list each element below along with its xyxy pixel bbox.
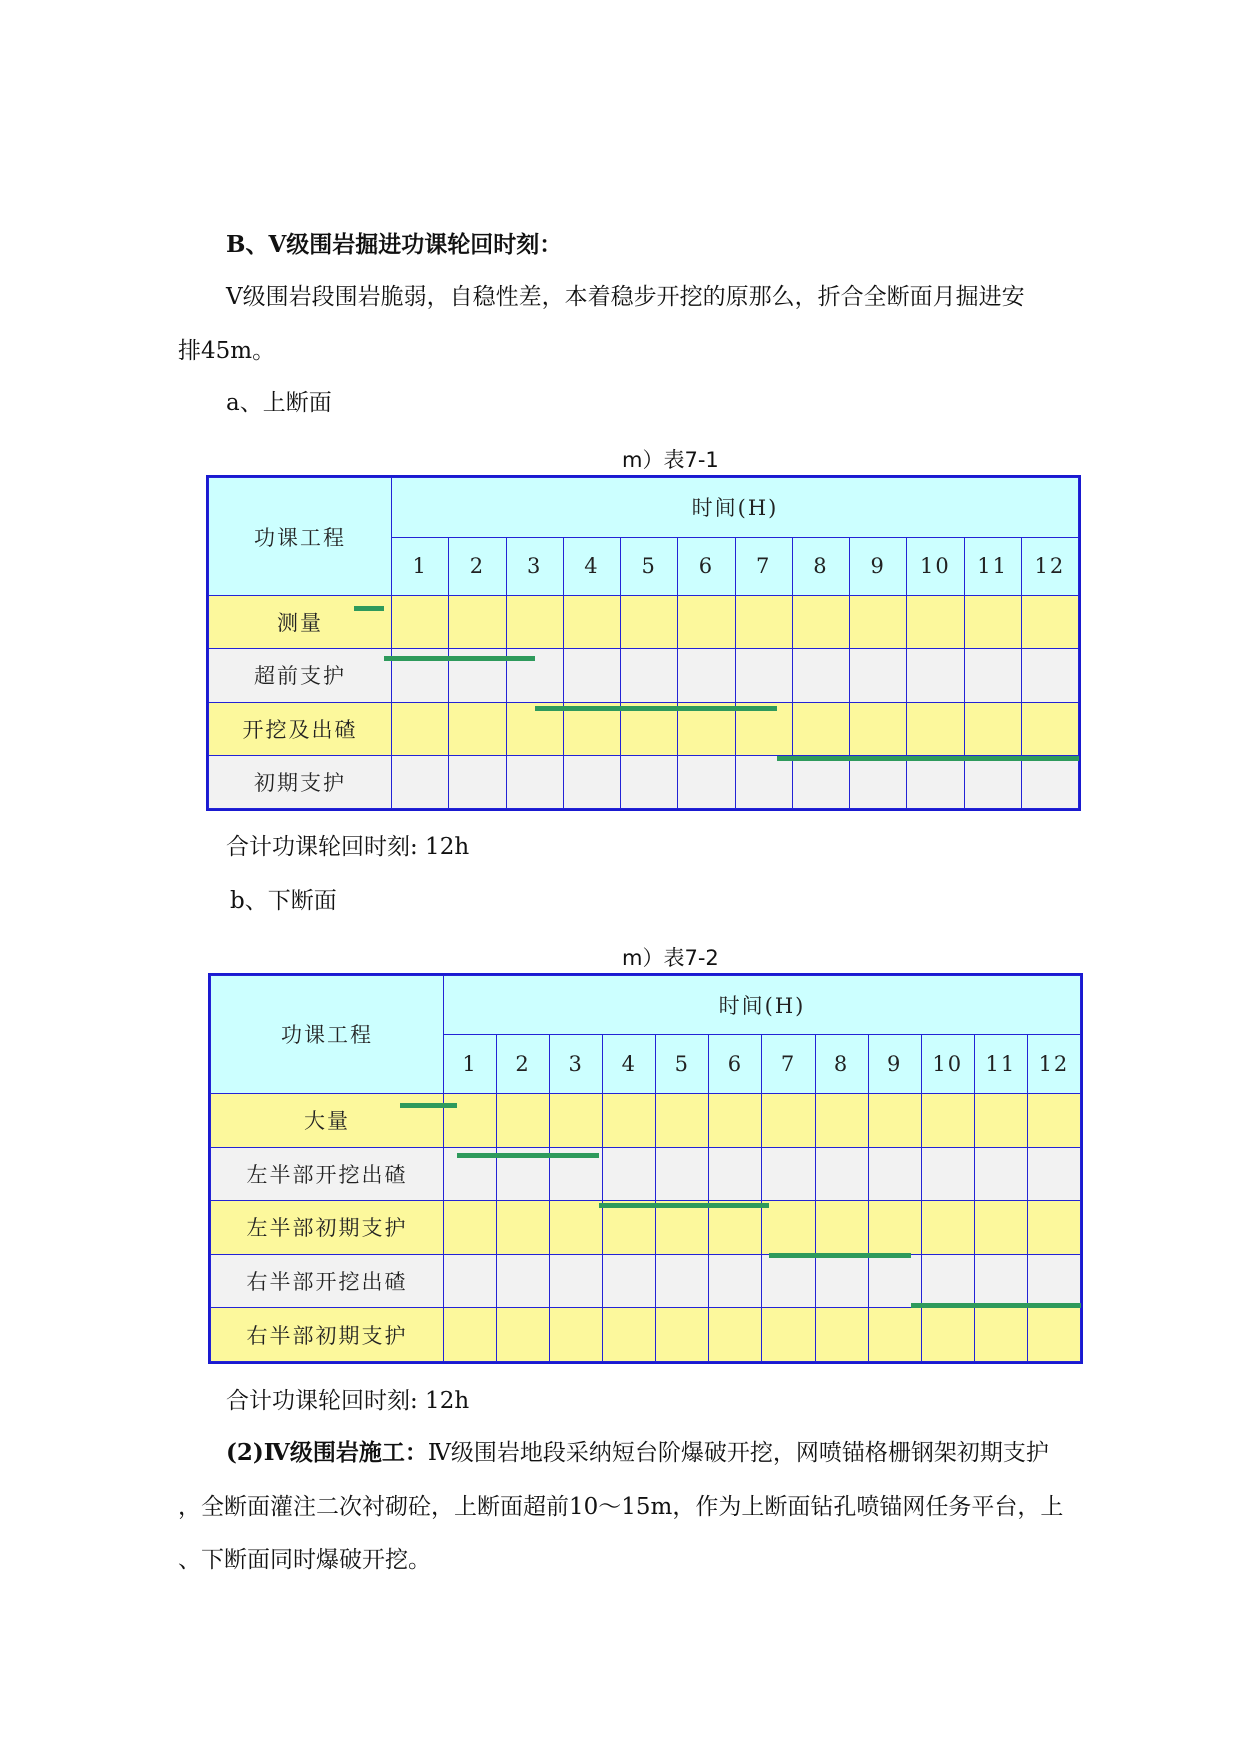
task-label: 大量 — [211, 1093, 444, 1147]
hour-cell — [563, 649, 620, 702]
hour-cell — [444, 1254, 497, 1308]
hour-cell — [709, 1093, 762, 1147]
hour-cell — [603, 1254, 656, 1308]
table2-hour-12: 12 — [1027, 1034, 1080, 1093]
hour-cell — [550, 1254, 603, 1308]
section-b-label: b、下断面 — [230, 888, 337, 914]
hour-cell — [550, 1308, 603, 1362]
table2-caption: m）表7-2 — [622, 946, 719, 970]
task-label: 超前支护 — [209, 649, 392, 702]
hour-cell — [907, 702, 964, 755]
table1-hour-12: 12 — [1021, 537, 1078, 596]
hour-cell — [444, 1201, 497, 1255]
hour-cell — [974, 1201, 1027, 1255]
hour-cell — [964, 649, 1021, 702]
hour-cell — [815, 1308, 868, 1362]
hour-cell — [921, 1093, 974, 1147]
hour-cell — [735, 649, 792, 702]
table2-hour-3: 3 — [550, 1034, 603, 1093]
hour-cell — [449, 649, 506, 702]
hour-cell — [563, 702, 620, 755]
hour-cell — [792, 702, 849, 755]
hour-cell — [678, 755, 735, 808]
hour-cell — [449, 596, 506, 649]
hour-cell — [792, 649, 849, 702]
hour-cell — [550, 1093, 603, 1147]
hour-cell — [964, 596, 1021, 649]
hour-cell — [921, 1201, 974, 1255]
hour-cell — [709, 1254, 762, 1308]
table1-caption: m）表7-1 — [622, 448, 719, 472]
hour-cell — [868, 1308, 921, 1362]
section-a-label: a、上断面 — [226, 390, 332, 416]
hour-cell — [762, 1254, 815, 1308]
hour-cell — [735, 755, 792, 808]
hour-cell — [506, 649, 563, 702]
table-row — [211, 1254, 1081, 1308]
hour-cell — [709, 1201, 762, 1255]
table-row — [209, 702, 1079, 755]
table2-hour-5: 5 — [656, 1034, 709, 1093]
task-label: 右半部开挖出碴 — [211, 1254, 444, 1308]
schedule-table-lower — [208, 973, 1083, 1364]
hour-cell — [621, 702, 678, 755]
table2-hour-11: 11 — [974, 1034, 1027, 1093]
table1-hour-4: 4 — [563, 537, 620, 596]
hour-cell — [621, 755, 678, 808]
hour-cell — [656, 1093, 709, 1147]
hour-cell — [850, 596, 907, 649]
hour-cell — [868, 1201, 921, 1255]
table1-hour-2: 2 — [449, 537, 506, 596]
table1-col-header: 功课工程 — [209, 478, 392, 596]
hour-cell — [497, 1308, 550, 1362]
hour-cell — [603, 1093, 656, 1147]
hour-cell — [444, 1147, 497, 1201]
hour-cell — [1027, 1147, 1080, 1201]
section-heading: B、Ⅴ级围岩掘进功课轮回时刻： — [226, 231, 563, 258]
table1-hour-3: 3 — [506, 537, 563, 596]
hour-cell — [1021, 702, 1078, 755]
hour-cell — [656, 1147, 709, 1201]
hour-cell — [392, 702, 449, 755]
para2-line-2: ，全断面灌注二次衬砌砼，上断面超前10～15m，作为上断面钻孔喷锚网任务平台，上 — [178, 1494, 1064, 1520]
hour-cell — [444, 1093, 497, 1147]
para2-bold-lead: (2)Ⅳ级围岩施工： — [226, 1439, 428, 1466]
hour-cell — [868, 1093, 921, 1147]
hour-cell — [735, 596, 792, 649]
hour-cell — [709, 1308, 762, 1362]
schedule-table-upper — [206, 475, 1081, 811]
hour-cell — [392, 649, 449, 702]
table2-hour-4: 4 — [603, 1034, 656, 1093]
table1-hour-5: 5 — [621, 537, 678, 596]
hour-cell — [506, 596, 563, 649]
para2-line-1-text: Ⅳ级围岩地段采纳短台阶爆破开挖，网喷锚格栅钢架初期支护 — [427, 1440, 1049, 1466]
task-label: 测量 — [209, 596, 392, 649]
table2-hour-7: 7 — [762, 1034, 815, 1093]
table1-hour-6: 6 — [678, 537, 735, 596]
hour-cell — [1027, 1308, 1080, 1362]
hour-cell — [868, 1147, 921, 1201]
table2-hour-1: 1 — [444, 1034, 497, 1093]
hour-cell — [735, 702, 792, 755]
hour-cell — [850, 649, 907, 702]
hour-cell — [974, 1147, 1027, 1201]
hour-cell — [497, 1093, 550, 1147]
intro-line-2: 排45m。 — [178, 338, 276, 364]
hour-cell — [907, 596, 964, 649]
para2-line-1 — [226, 1436, 1049, 1470]
hour-cell — [921, 1147, 974, 1201]
table1-hour-11: 11 — [964, 537, 1021, 596]
hour-cell — [678, 596, 735, 649]
total-time-lower: 合计功课轮回时刻: 12h — [226, 1388, 470, 1414]
table2-col-header: 功课工程 — [211, 976, 444, 1094]
hour-cell — [392, 596, 449, 649]
hour-cell — [656, 1308, 709, 1362]
table-row — [211, 1201, 1081, 1255]
hour-cell — [850, 702, 907, 755]
table-row — [211, 1093, 1081, 1147]
hour-cell — [1021, 649, 1078, 702]
hour-cell — [603, 1147, 656, 1201]
hour-cell — [1021, 596, 1078, 649]
hour-cell — [974, 1093, 1027, 1147]
hour-cell — [563, 755, 620, 808]
hour-cell — [1027, 1254, 1080, 1308]
task-label: 右半部初期支护 — [211, 1308, 444, 1362]
table2-hour-8: 8 — [815, 1034, 868, 1093]
table2-hour-2: 2 — [497, 1034, 550, 1093]
table2-hour-9: 9 — [868, 1034, 921, 1093]
hour-cell — [850, 755, 907, 808]
hour-cell — [907, 649, 964, 702]
hour-cell — [964, 755, 1021, 808]
hour-cell — [449, 755, 506, 808]
table-row — [209, 755, 1079, 808]
table-row — [211, 1147, 1081, 1201]
intro-line-1: Ⅴ级围岩段围岩脆弱，自稳性差，本着稳步开挖的原那么，折合全断面月掘进安 — [226, 284, 1025, 310]
hour-cell — [974, 1254, 1027, 1308]
hour-cell — [964, 702, 1021, 755]
task-label: 左半部开挖出碴 — [211, 1147, 444, 1201]
hour-cell — [792, 596, 849, 649]
hour-cell — [550, 1147, 603, 1201]
table2-time-header: 时间(H) — [444, 976, 1081, 1035]
table2-hour-10: 10 — [921, 1034, 974, 1093]
hour-cell — [603, 1201, 656, 1255]
hour-cell — [762, 1093, 815, 1147]
hour-cell — [1027, 1201, 1080, 1255]
hour-cell — [1021, 755, 1078, 808]
table1-hour-10: 10 — [907, 537, 964, 596]
hour-cell — [497, 1254, 550, 1308]
task-label: 初期支护 — [209, 755, 392, 808]
table1-hour-1: 1 — [392, 537, 449, 596]
hour-cell — [868, 1254, 921, 1308]
hour-cell — [621, 649, 678, 702]
hour-cell — [444, 1308, 497, 1362]
hour-cell — [449, 702, 506, 755]
hour-cell — [497, 1147, 550, 1201]
task-label: 开挖及出碴 — [209, 702, 392, 755]
table-row — [209, 596, 1079, 649]
table2-hour-6: 6 — [709, 1034, 762, 1093]
hour-cell — [815, 1254, 868, 1308]
hour-cell — [497, 1201, 550, 1255]
hour-cell — [792, 755, 849, 808]
table1-time-header: 时间(H) — [392, 478, 1079, 538]
hour-cell — [974, 1308, 1027, 1362]
table1-hour-9: 9 — [850, 537, 907, 596]
para2-line-3: 、下断面同时爆破开挖。 — [178, 1547, 431, 1573]
table-row — [211, 1308, 1081, 1362]
hour-cell — [656, 1201, 709, 1255]
hour-cell — [550, 1201, 603, 1255]
hour-cell — [656, 1254, 709, 1308]
hour-cell — [762, 1308, 815, 1362]
hour-cell — [709, 1147, 762, 1201]
hour-cell — [621, 596, 678, 649]
table1-hour-7: 7 — [735, 537, 792, 596]
hour-cell — [678, 702, 735, 755]
hour-cell — [762, 1201, 815, 1255]
hour-cell — [921, 1254, 974, 1308]
hour-cell — [678, 649, 735, 702]
total-time-upper: 合计功课轮回时刻: 12h — [226, 834, 470, 860]
hour-cell — [907, 755, 964, 808]
table1-hour-8: 8 — [792, 537, 849, 596]
task-label: 左半部初期支护 — [211, 1201, 444, 1255]
hour-cell — [603, 1308, 656, 1362]
hour-cell — [1027, 1093, 1080, 1147]
hour-cell — [392, 755, 449, 808]
hour-cell — [506, 755, 563, 808]
hour-cell — [815, 1093, 868, 1147]
hour-cell — [815, 1147, 868, 1201]
table-row — [209, 649, 1079, 702]
hour-cell — [921, 1308, 974, 1362]
hour-cell — [762, 1147, 815, 1201]
hour-cell — [563, 596, 620, 649]
hour-cell — [506, 702, 563, 755]
hour-cell — [815, 1201, 868, 1255]
